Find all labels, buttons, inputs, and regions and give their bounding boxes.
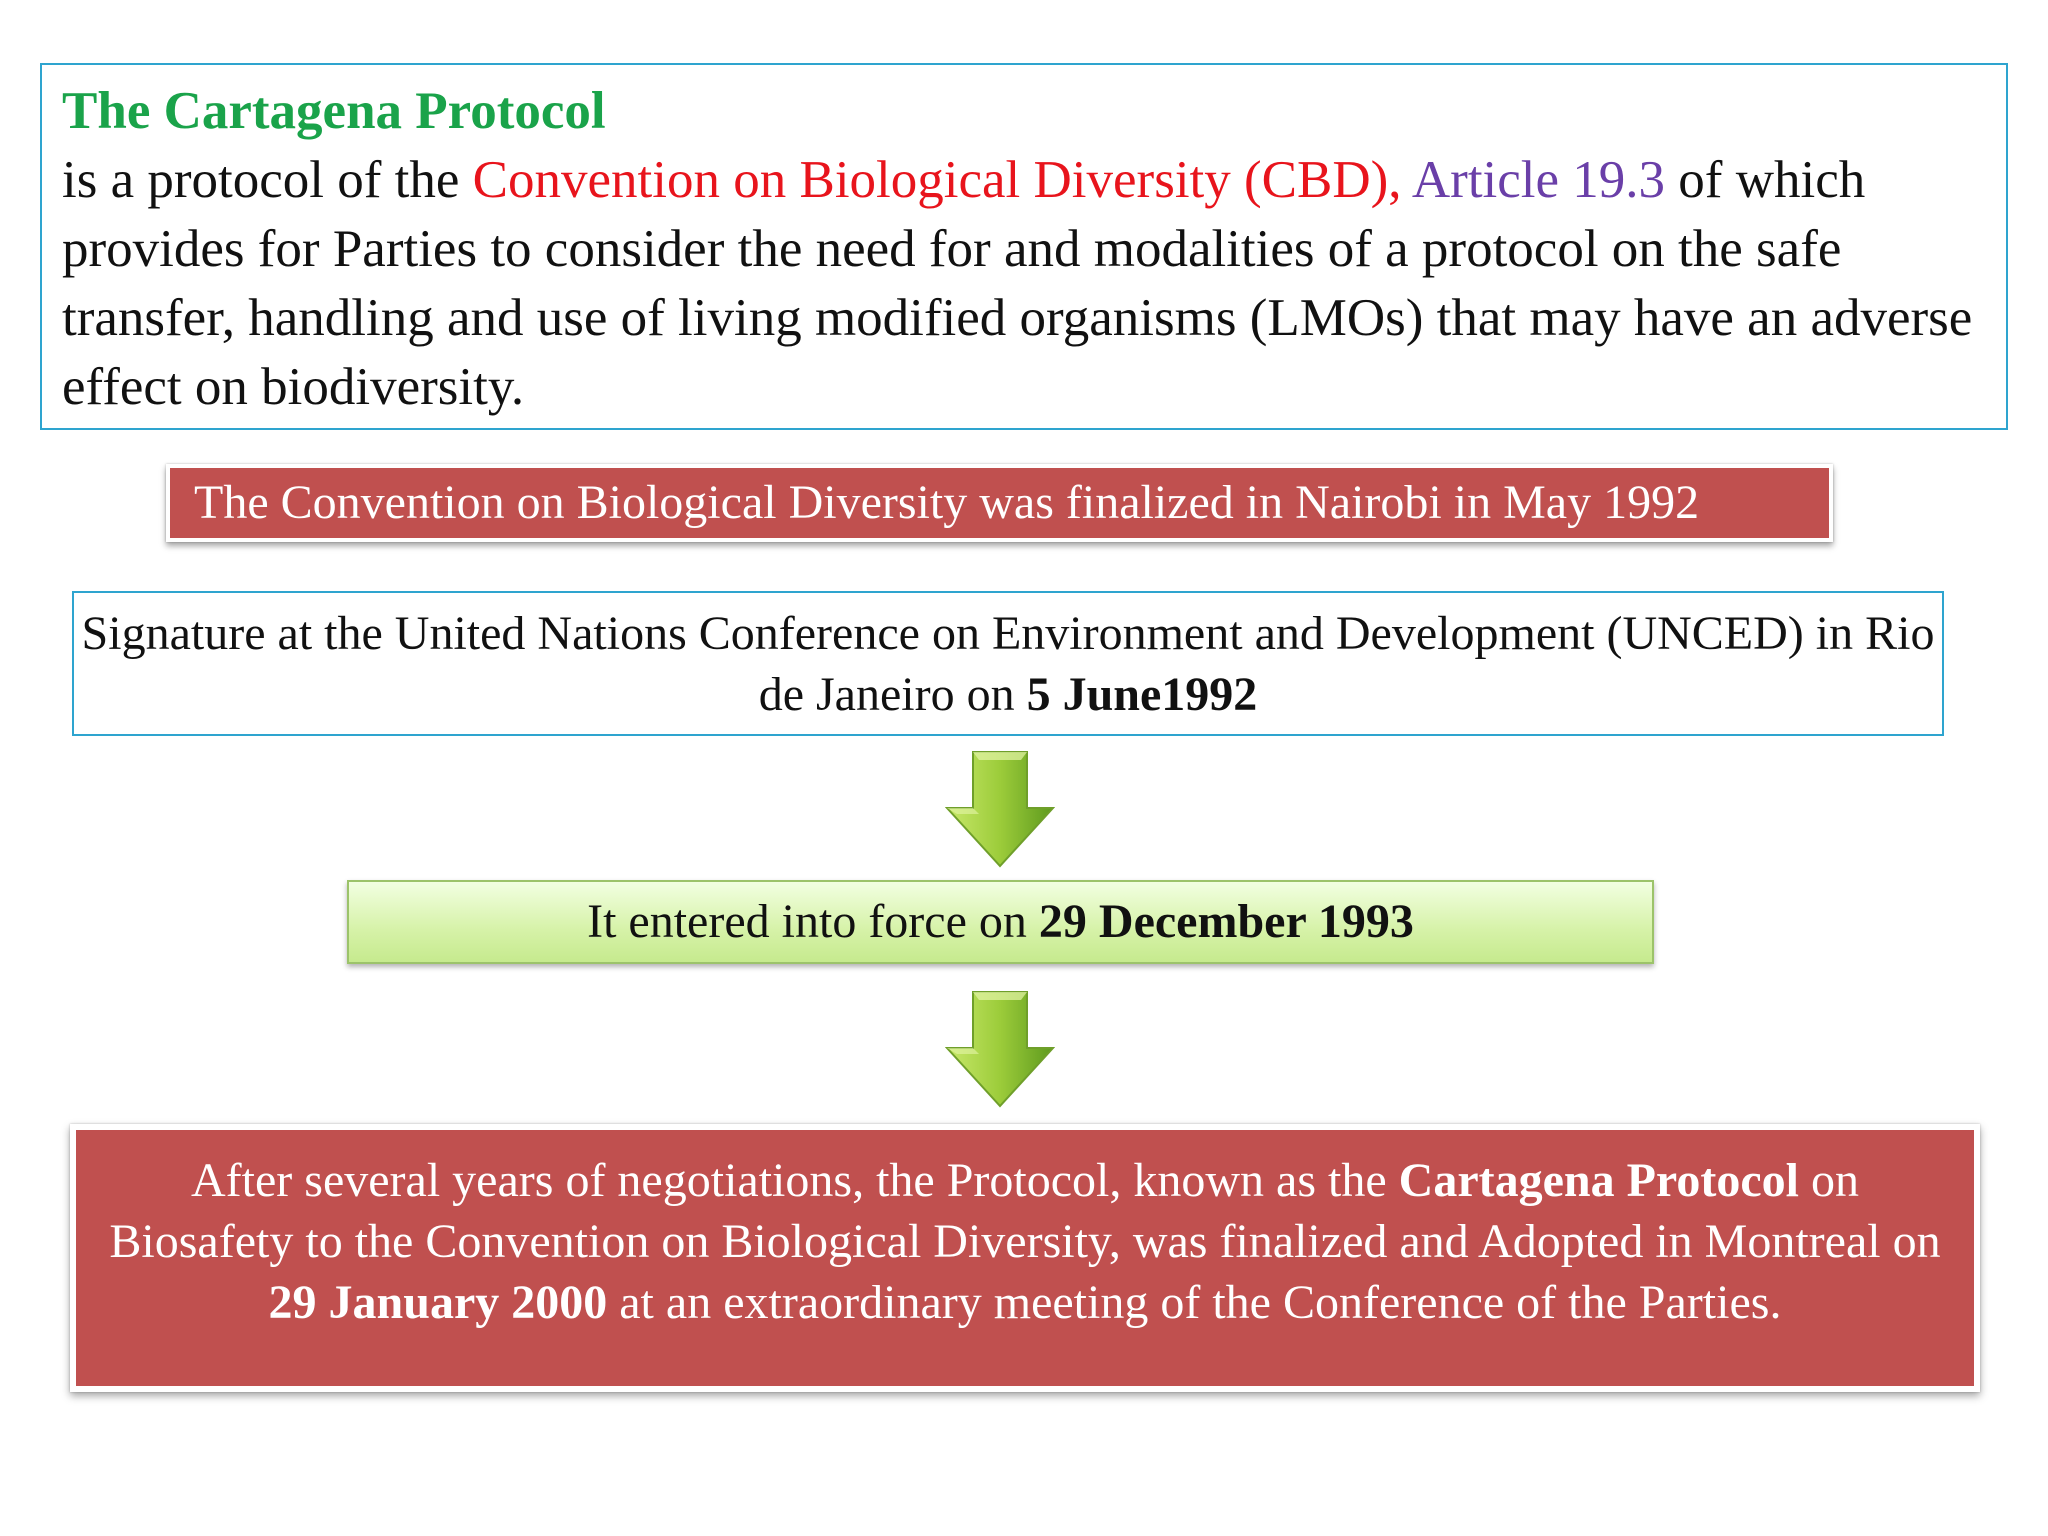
intro-text-part-2 <box>1402 151 1412 209</box>
final-text-part-2: on Biosafety to the Convention on Biological Diversity, was finalized and Adopted in Montreal on <box>109 1154 1941 1268</box>
signature-text: Signature at the United Nations Conference on Environment and Development (UNCED) in Rio de Janeiro on <box>81 607 1935 721</box>
intro-text-box <box>40 63 2008 430</box>
final-text-part-3: at an extraordinary meeting of the Conference of the Parties. <box>607 1276 1782 1329</box>
signature-box <box>72 591 1944 736</box>
entry-into-force-text: It entered into force on <box>587 895 1039 948</box>
article-reference: Article 19.3 <box>1411 151 1666 209</box>
final-bold-date: 29 January 2000 <box>268 1276 608 1329</box>
intro-text-part-1: is a protocol of the <box>62 151 473 209</box>
cbd-name: Convention on Biological Diversity (CBD), <box>472 151 1402 209</box>
montreal-adoption-box <box>70 1124 1980 1392</box>
intro-text-part-3: of which provides for Parties to consider the need for and modalities of a protocol on the safe transfer, handling and use of living modified organisms (LMOs) that may have an adverse effect on biodiversity. <box>62 151 1973 416</box>
final-bold-protocol-name: Cartagena Protocol <box>1398 1154 1799 1207</box>
down-arrow-icon <box>945 990 1055 1108</box>
entry-into-force-date: 29 December 1993 <box>1038 895 1414 948</box>
final-text-part-1: After several years of negotiations, the Protocol, known as the <box>190 1154 1399 1207</box>
nairobi-finalized-banner <box>166 464 1833 542</box>
signature-date: 5 June1992 <box>1026 668 1258 721</box>
down-arrow-icon <box>945 750 1055 868</box>
nairobi-finalized-text: The Convention on Biological Diversity was finalized in Nairobi in May 1992 <box>194 476 1700 529</box>
entry-into-force-box <box>347 880 1654 964</box>
protocol-title: The Cartagena Protocol <box>62 82 606 140</box>
